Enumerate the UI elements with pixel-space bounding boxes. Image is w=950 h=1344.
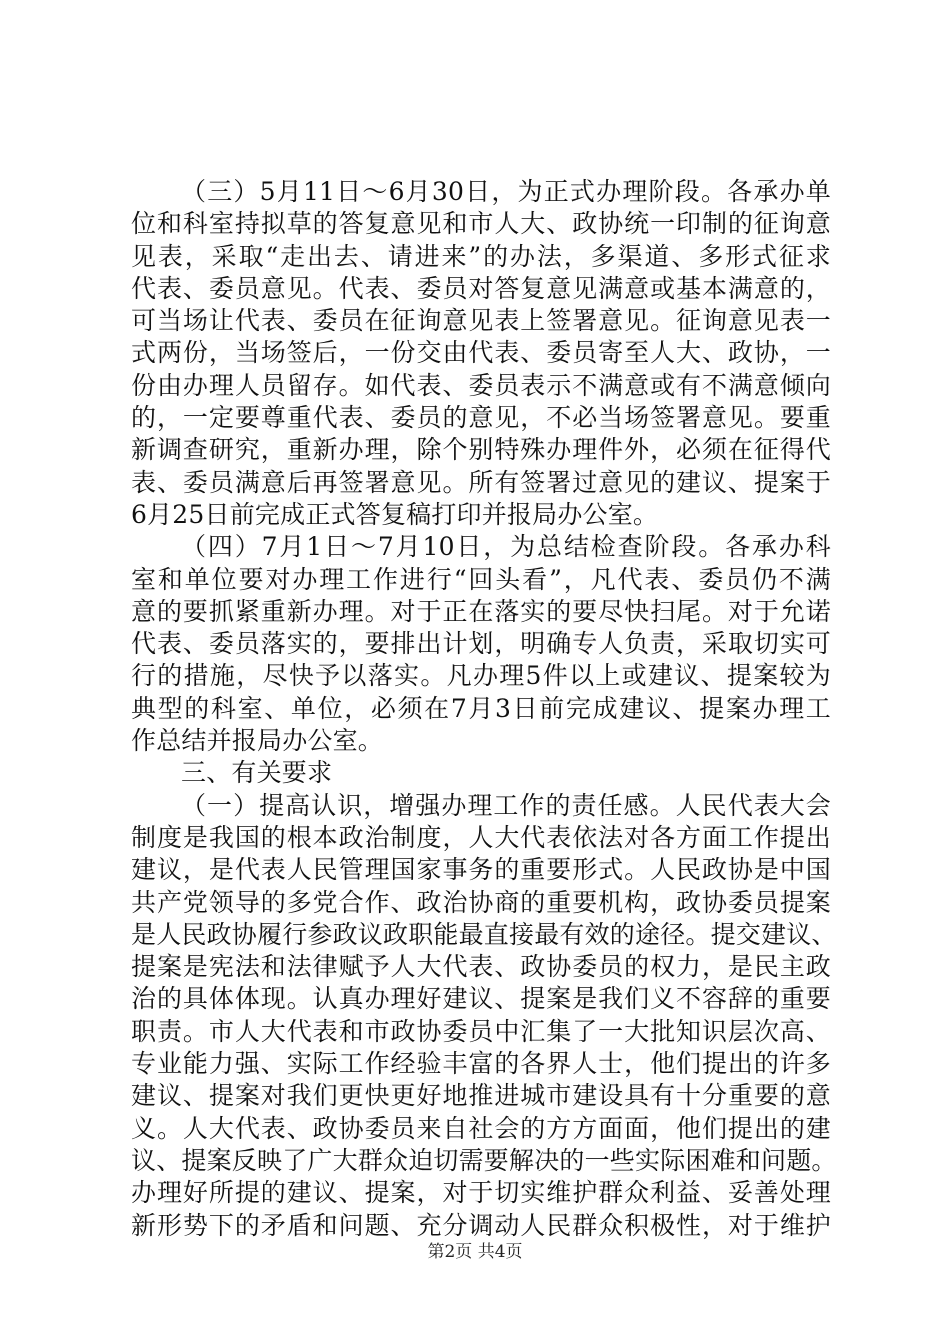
text-line: 制度是我国的根本政治制度，人大代表依法对各方面工作提出 <box>131 822 831 852</box>
text-line: 建议，是代表人民管理国家事务的重要形式。人民政协是中国 <box>131 855 831 885</box>
document-body <box>131 176 837 1242</box>
text-line: 作总结并报局办公室。 <box>131 726 384 756</box>
text-line: 室和单位要对办理工作进行“回头看”，凡代表、委员仍不满 <box>131 564 831 594</box>
text-line: 是人民政协履行参政议政职能最直接最有效的途径。提交建议、 <box>131 919 837 949</box>
text-line: 代表、委员落实的，要排出计划，明确专人负责，采取切实可 <box>131 629 831 659</box>
text-line: 行的措施，尽快予以落实。凡办理5件以上或建议、提案较为 <box>131 661 831 691</box>
text-line: 份由办理人员留存。如代表、委员表示不满意或有不满意倾向 <box>131 370 831 400</box>
text-line: 建议、提案对我们更快更好地推进城市建设具有十分重要的意 <box>131 1081 831 1111</box>
text-line: 位和科室持拟草的答复意见和市人大、政协统一印制的征询意 <box>131 209 831 239</box>
text-line: 新调查研究，重新办理，除个别特殊办理件外，必须在征得代 <box>131 435 831 465</box>
text-line: 6月25日前完成正式答复稿打印并报局办公室。 <box>131 499 659 529</box>
text-line: 三、有关要求 <box>181 758 333 788</box>
text-line: 代表、委员意见。代表、委员对答复意见满意或基本满意的， <box>131 273 831 303</box>
text-line: 办理好所提的建议、提案，对于切实维护群众利益、妥善处理 <box>131 1178 831 1208</box>
text-line: 式两份，当场签后，一份交由代表、委员寄至人大、政协，一 <box>131 338 831 368</box>
text-line: 共产党领导的多党合作、政治协商的重要机构，政协委员提案 <box>131 887 831 917</box>
text-line: 专业能力强、实际工作经验丰富的各界人士，他们提出的许多 <box>131 1049 831 1079</box>
text-line: 见表，采取“走出去、请进来”的办法，多渠道、多形式征求 <box>131 241 831 271</box>
text-line: 新形势下的矛盾和问题、充分调动人民群众积极性，对于维护 <box>131 1210 831 1240</box>
text-line: 治的具体体现。认真办理好建议、提案是我们义不容辞的重要 <box>131 984 831 1014</box>
text-line: （三）5月11日～6月30日，为正式办理阶段。各承办单 <box>181 177 831 206</box>
text-line: （一）提高认识，增强办理工作的责任感。人民代表大会 <box>181 790 831 820</box>
text-line: 的，一定要尊重代表、委员的意见，不必当场签署意见。要重 <box>131 403 831 433</box>
text-line: 职责。市人大代表和市政协委员中汇集了一大批知识层次高、 <box>131 1016 831 1046</box>
page-number-footer: 第2页 共4页 <box>427 1242 523 1262</box>
text-line: 可当场让代表、委员在征询意见表上签署意见。征询意见表一 <box>131 306 831 336</box>
text-line: 典型的科室、单位，必须在7月3日前完成建议、提案办理工 <box>131 693 831 723</box>
text-line: （四）7月1日～7月10日，为总结检查阶段。各承办科 <box>181 532 831 562</box>
text-line: 意的要抓紧重新办理。对于正在落实的要尽快扫尾。对于允诺 <box>131 596 831 626</box>
text-line: 义。人大代表、政协委员来自社会的方方面面，他们提出的建 <box>131 1113 831 1143</box>
text-line: 表、委员满意后再签署意见。所有签署过意见的建议、提案于 <box>131 467 831 497</box>
text-line: 议、提案反映了广大群众迫切需要解决的一些实际困难和问题。 <box>131 1145 837 1175</box>
text-line: 提案是宪法和法律赋予人大代表、政协委员的权力，是民主政 <box>131 952 831 982</box>
